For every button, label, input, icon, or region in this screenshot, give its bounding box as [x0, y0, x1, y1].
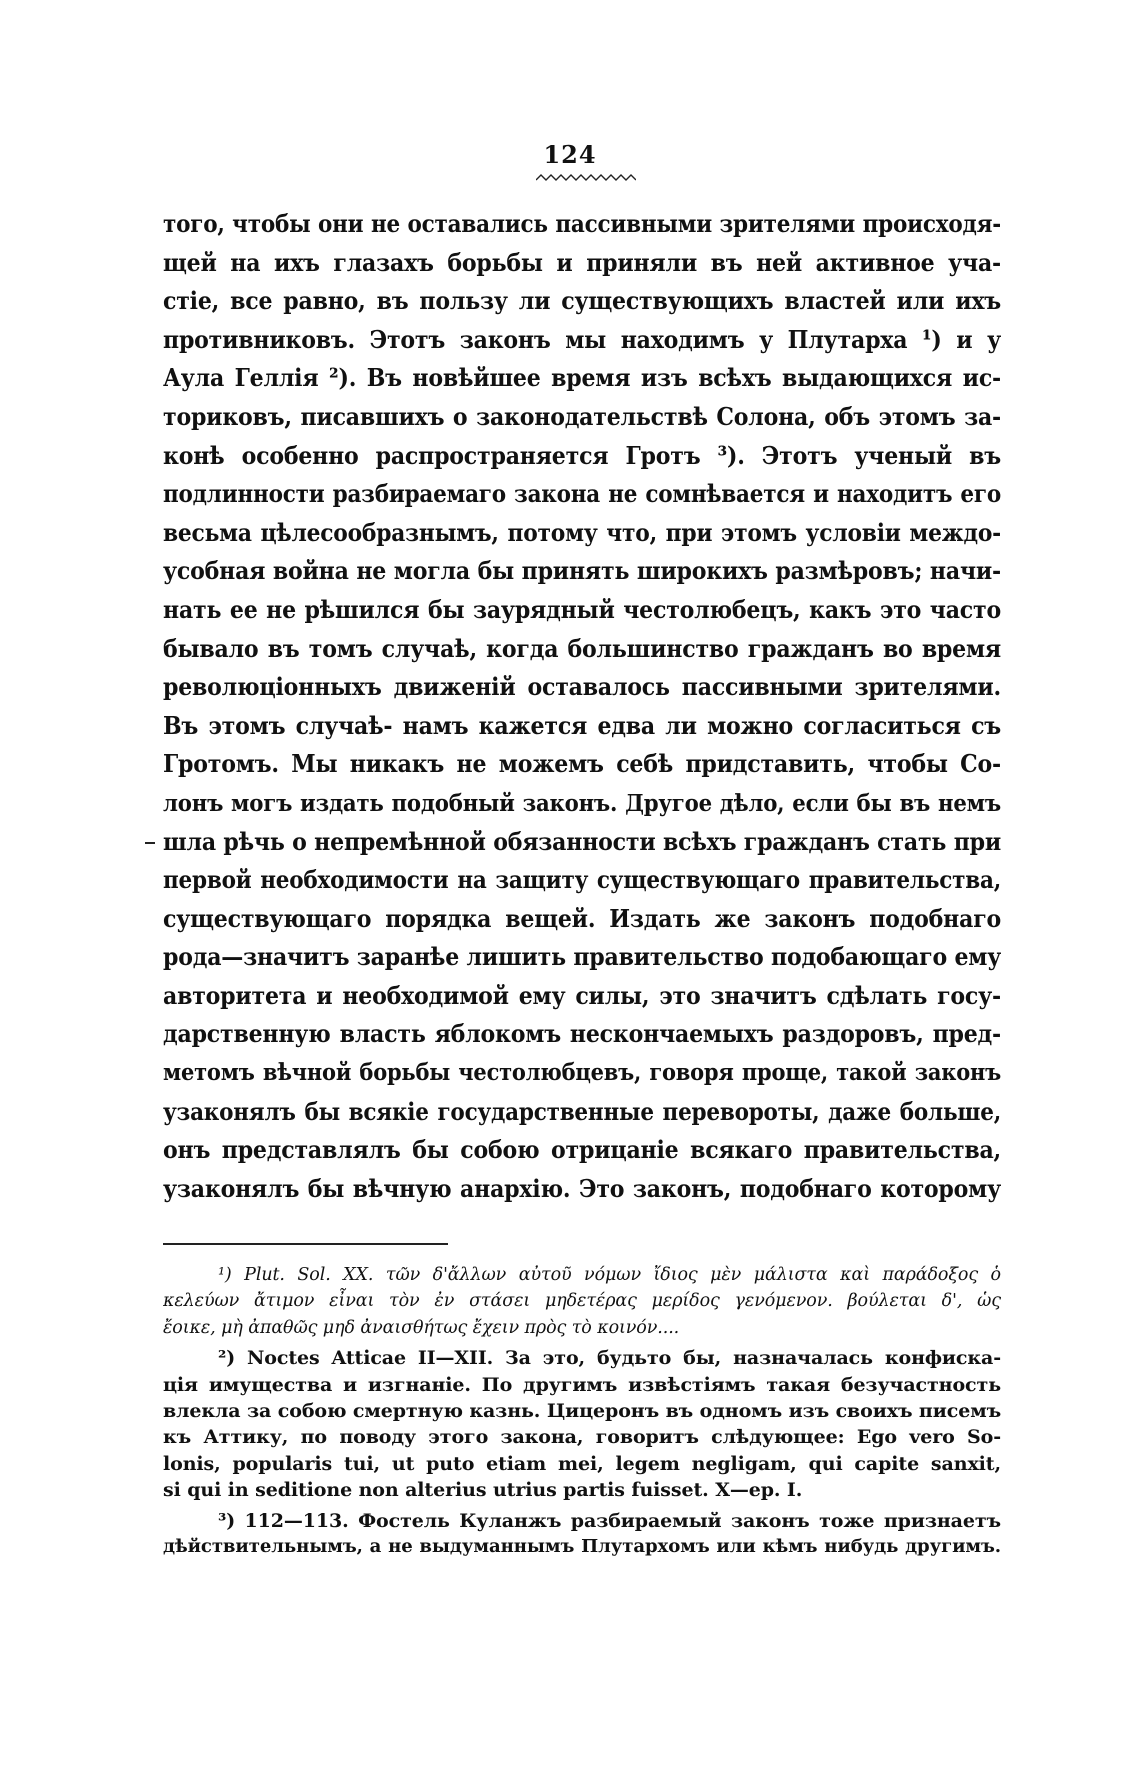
page-number: 124: [543, 140, 597, 169]
body-line: ториковъ, писавшихъ о законодательствѣ Солона, объ этомъ за-: [163, 401, 1001, 431]
body-line: рода—значитъ заранѣе лишить правительство подобающаго ему: [163, 942, 1001, 972]
footnote-line: влекла за собою смертную казнь. Цицеронъ въ одномъ изъ своихъ писемъ: [163, 1399, 1001, 1422]
footnote-line: ція имущества и изгнаніе. По другимъ извѣстіямъ такая безучастность: [163, 1373, 1001, 1396]
body-line: шла рѣчь о непремѣнной обязанности всѣхъ гражданъ стать при: [163, 826, 1001, 856]
page-number-ornament: [536, 172, 636, 182]
body-line: существующаго порядка вещей. Издать же законъ подобнаго: [163, 903, 1001, 933]
footnote-line: ³) 112—113. Фостель Куланжъ разбираемый законъ тоже признаетъ: [218, 1509, 1001, 1532]
body-line: Аула Геллія ²). Въ новѣйшее время изъ всѣхъ выдающихся ис-: [163, 363, 1001, 393]
footnote-line: ἔοικε, μὴ ἀπαθῶς μηδ ἀναισθήτως ἔχειν πρὸς τὸ κοινόν....: [163, 1317, 680, 1338]
footnote-line: къ Аттику, по поводу этого закона, говоритъ слѣдующее: Ego vero So-: [163, 1426, 1001, 1449]
footnote-line: si qui in seditione non alterius utrius partis fuisset. X—ep. I.: [163, 1479, 803, 1502]
body-line: конѣ особенно распространяется Гротъ ³). Этотъ ученый въ: [163, 440, 1001, 470]
body-line: революціонныхъ движеній оставалось пассивными зрителями.: [163, 672, 1001, 702]
body-line: Въ этомъ случаѣ- намъ кажется едва ли можно согласиться съ: [163, 710, 1001, 740]
footnote-line: κελεύων ἄτιμον εἶναι τὸν ἐν στάσει μηδετέρας μερίδος γενόμενον. βούλεται δ', ὡς: [163, 1291, 1001, 1312]
body-line: усобная война не могла бы принять широкихъ размѣровъ; начи-: [163, 556, 1001, 586]
body-line: Гротомъ. Мы никакъ не можемъ себѣ придставить, чтобы Со-: [163, 749, 1001, 779]
footnote-line: дѣйствительнымъ, а не выдуманнымъ Плутархомъ или кѣмъ нибудь другимъ.: [163, 1535, 1001, 1557]
body-line: стіе, все равно, въ пользу ли существующихъ властей или ихъ: [163, 286, 1001, 316]
footnote-line: ¹) Plut. Sol. XX. τῶν δ'ἄλλων αὐτοῦ νόμων ἴδιος μὲν μάλιστα καὶ παράδοξος ὁ: [218, 1265, 1001, 1285]
footnote-separator: [163, 1243, 448, 1245]
body-text: [163, 205, 1001, 1208]
body-line: нать ее не рѣшился бы заурядный честолюбецъ, какъ это часто: [163, 594, 1001, 624]
body-line: узаконялъ бы всякіе государственные перевороты, даже больше,: [163, 1097, 1001, 1126]
footnotes: [163, 1262, 1001, 1560]
footnote-line: lonis, popularis tui, ut puto etiam mei, legem negligam, qui capite sanxit,: [163, 1452, 1001, 1475]
body-line: первой необходимости на защиту существующаго правительства,: [163, 866, 1001, 895]
body-line: метомъ вѣчной борьбы честолюбцевъ, говоря проще, такой законъ: [163, 1059, 1001, 1087]
footnote-3: [163, 1508, 1001, 1561]
body-line: онъ представлялъ бы собою отрицаніе всякаго правительства,: [163, 1135, 1001, 1165]
body-line: подлинности разбираемаго закона не сомнѣвается и находитъ его: [163, 480, 1001, 509]
body-line: противниковъ. Этотъ законъ мы находимъ у Плутарха ¹) и у: [163, 324, 1001, 354]
body-line: авторитета и необходимой ему силы, это значитъ сдѣлать госу-: [163, 980, 1001, 1010]
body-line: бывало въ томъ случаѣ, когда большинство гражданъ во время: [163, 633, 1001, 663]
body-line: дарственную власть яблокомъ нескончаемыхъ раздоровъ, пред-: [163, 1019, 1001, 1049]
body-line: узаконялъ бы вѣчную анархію. Это законъ, подобнаго которому: [163, 1173, 1001, 1203]
body-line: лонъ могъ издать подобный законъ. Другое дѣло, если бы въ немъ: [163, 788, 1001, 817]
body-line: весьма цѣлесообразнымъ, потому что, при этомъ условіи междо-: [163, 517, 1001, 547]
body-line: щей на ихъ глазахъ борьбы и приняли въ ней активное уча-: [163, 247, 1001, 277]
footnote-1: [163, 1262, 1001, 1341]
footnote-2: [163, 1345, 1001, 1503]
footnote-line: ²) Noctes Atticae II—XII. За это, будьто бы, назначалась конфиска-: [218, 1347, 1001, 1370]
body-line: того, чтобы они не оставались пассивными зрителями происходя-: [163, 210, 1001, 238]
margin-mark: [145, 842, 155, 844]
